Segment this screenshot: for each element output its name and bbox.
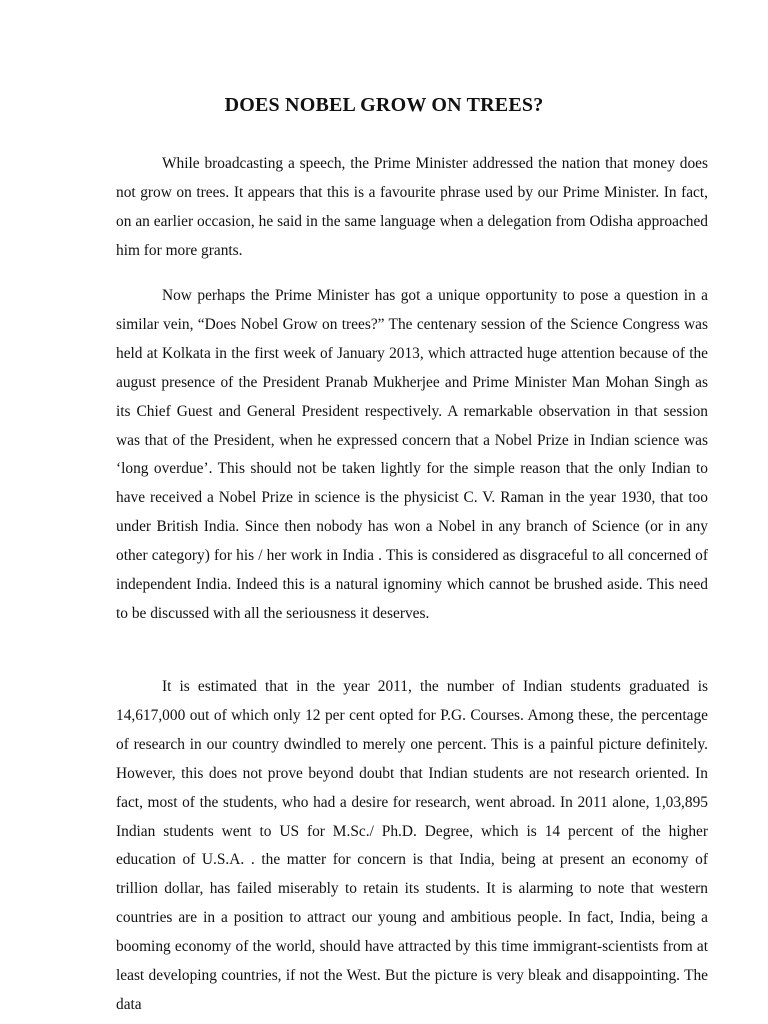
paragraph-3: It is estimated that in the year 2011, the number of Indian students graduated is 14,617,000 out of which only 12 per cent opted for P.G. Courses. Among these, the percentage of research in our country dwindled to merely one percent. This is a painful picture definitely. However, this does not prove beyond doubt that Indian students are not research oriented. In fact, most of the students, who had a desire for research, went abroad. In 2011 alone, 1,03,895 Indian students went to US for M.Sc./ Ph.D. Degree, which is 14 percent of the higher education of U.S.A. . the matter for concern is that India, being at present an economy of trillion dollar, has failed miserably to retain its students. It is alarming to note that western countries are in a position to attract our young and ambitious people. In fact, India, being a booming economy of the world, should have attracted by this time immigrant-scientists from at least developing countries, if not the West. But the picture is very bleak and disappointing. The data <box>116 678 708 1013</box>
paragraph-2: Now perhaps the Prime Minister has got a unique opportunity to pose a question in a similar vein, “Does Nobel Grow on trees?” The centenary session of the Science Congress was held at Kolkata in the first week of January 2013, which attracted huge attention because of the august presence of the President Pranab Mukherjee and Prime Minister Man Mohan Singh as its Chief Guest and General President respectively. A remarkable observation in that session was that of the President, when he expressed concern that a Nobel Prize in Indian science was ‘long overdue’. This should not be taken lightly for the simple reason that the only Indian to have received a Nobel Prize in science is the physicist C. V. Raman in the year 1930, that too under British India. Since then nobody has won a Nobel in any branch of Science (or in any other category) for his / her work in India . This is considered as disgraceful to all concerned of independent India. Indeed this is a natural ignominy which cannot be brushed aside. This need to be discussed with all the seriousness it deserves. <box>116 287 708 622</box>
document-title: DOES NOBEL GROW ON TREES? <box>224 94 544 116</box>
paragraph-1: While broadcasting a speech, the Prime Minister addressed the nation that money does not grow on trees. It appears that this is a favourite phrase used by our Prime Minister. In fact, on an earlier occasion, he said in the same language when a delegation from Odisha approached him for more grants. <box>116 155 708 259</box>
